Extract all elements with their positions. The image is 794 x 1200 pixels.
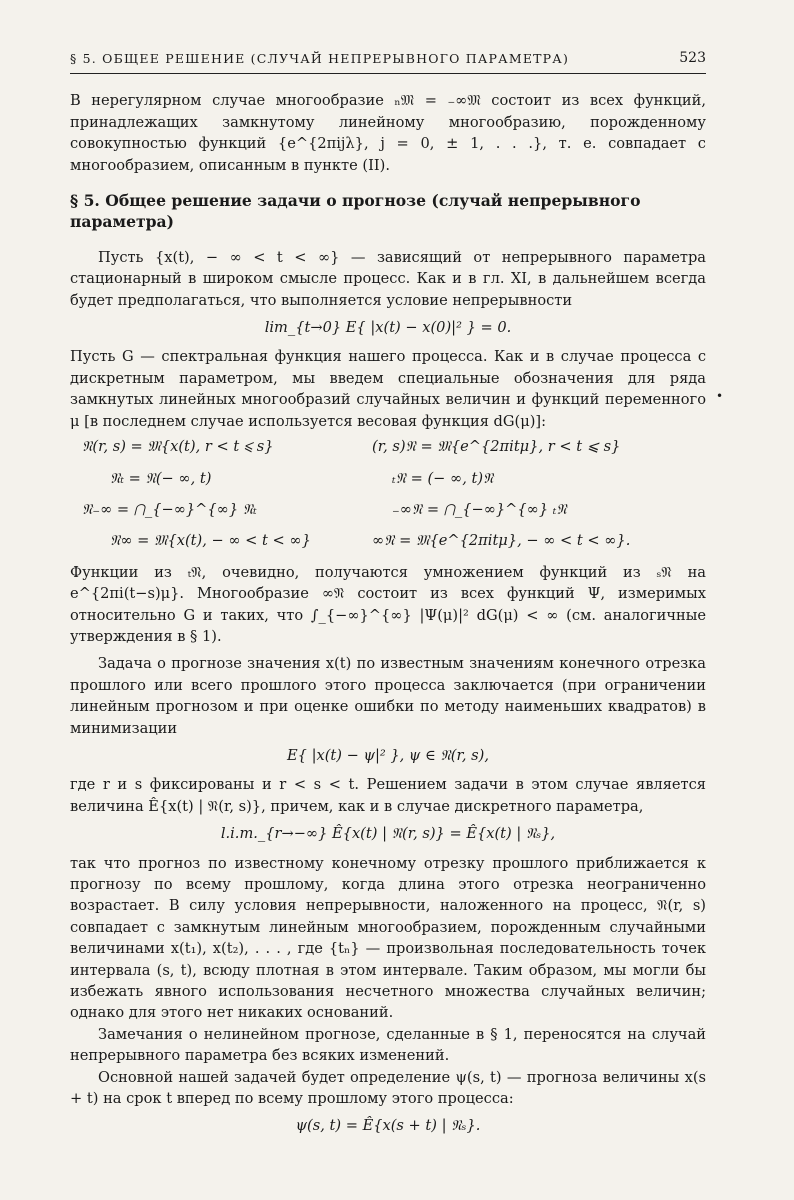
def-right-1: (r, s)𝔑 = 𝔐{e^{2πitμ}, r < t ⩽ s} (372, 438, 621, 456)
page (70, 48, 706, 1145)
def-left-3: 𝔑₋∞ = ⋂_{−∞}^{∞} 𝔑ₜ (82, 500, 257, 518)
paragraph-5: где r и s фиксированы и r < s < t. Решением задачи в этом случае является величина Ê{x(t) | 𝔑(r, s)}, причем, как и в случае дискретного параметра, (70, 776, 706, 815)
def-left-4: 𝔑∞ = 𝔐{x(t), − ∞ < t < ∞} (110, 532, 311, 550)
def-right-3: ₋∞𝔑 = ⋂_{−∞}^{∞} ₜ𝔑 (392, 500, 567, 518)
def-right-2: ₜ𝔑 = (− ∞, t)𝔑 (392, 469, 494, 487)
def-left-1: 𝔑(r, s) = 𝔐{x(t), r < t ⩽ s} (82, 438, 274, 456)
paragraph-1: Пусть {x(t), − ∞ < t < ∞} — зависящий от непрерывного параметра стационарный в широком смысле процесс. Как и в гл. XI, в дальнейшем всегда будет предполагаться, что выполняется условие непрерывности (70, 248, 706, 309)
equation-forecast: ψ(s, t) = Ê{x(s + t) | 𝔑ₛ}. (295, 1117, 481, 1135)
paragraph-6: так что прогноз по известному конечному отрезку прошлого приближается к прогнозу по всему прошлому, когда длина этого отрезка неограниченно возрастает. В силу условия непрерывности, наложенного на процесс, 𝔑(r, s) совпадает с замкнутым линейным многообразием, порожденным случайными величинами x(t₁), x(t₂), . . . , где {tₙ} — произвольная последовательность точек интервала (s, t), всюду плотная в этом интервале. Таким образом, мы могли бы избежать явного использования несчетного множества случайных величин; однако для этого нет никаких оснований. (70, 854, 706, 1022)
paragraph-7: Замечания о нелинейном прогнозе, сделанные в § 1, переносятся на случай непрерывного параметра без всяких изменений. (70, 1025, 706, 1065)
section-heading: § 5. Общее решение задачи о прогнозе (случай непрерывного параметра) (70, 191, 641, 232)
def-right-4: ∞𝔑 = 𝔐{e^{2πitμ}, − ∞ < t < ∞}. (372, 532, 631, 550)
def-left-2: 𝔑ₜ = 𝔑(− ∞, t) (110, 469, 212, 487)
equation-continuity: lim_{t→0} E{ |x(t) − x(0)|² } = 0. (264, 319, 512, 337)
page-number: 523 (679, 50, 706, 66)
running-head (70, 48, 706, 74)
paragraph-3: Функции из ₜ𝔑, очевидно, получаются умножением функций из ₛ𝔑 на e^{2πi(t−s)μ}. Многообразие ∞𝔑 состоит из всех функций Ψ, измеримых относительно G и таких, что ∫_{−∞}^{∞} |Ψ(μ)|² dG(μ) < ∞ (см. аналогичные утверждения в § 1). (70, 563, 706, 645)
paragraph-2: Пусть G — спектральная функция нашего процесса. Как и в случае процесса с дискретным параметром, мы введем специальные обозначения для ряда замкнутых линейных многообразий случайных величин и функций переменного μ [в последнем случае используется весовая функция dG(μ)]: (70, 348, 706, 430)
equation-limit: l.i.m._{r→−∞} Ê{x(t) | 𝔑(r, s)} = Ê{x(t) | 𝔑ₛ}, (220, 825, 556, 843)
equation-minimization: E{ |x(t) − ψ|² }, ψ ∈ 𝔑(r, s), (287, 746, 489, 764)
paragraph-8: Основной нашей задачей будет определение ψ(s, t) — прогноза величины x(s + t) на срок t вперед по всему прошлому этого процесса: (70, 1068, 706, 1108)
paragraph-4: Задача о прогнозе значения x(t) по известным значениям конечного отрезка прошлого или всего прошлого этого процесса заключается (при ограничении линейным прогнозом и при оценке ошибки по методу наименьших квадратов) в минимизации (70, 655, 706, 737)
running-head-title: § 5. ОБЩЕЕ РЕШЕНИЕ (СЛУЧАЙ НЕПРЕРЫВНОГО ПАРАМЕТРА) (70, 51, 570, 66)
margin-dot: • (716, 389, 724, 403)
definitions-grid (70, 436, 706, 552)
paragraph-0: В нерегулярном случае многообразие ₙ𝔐 = ₋∞𝔐 состоит из всех функций, принадлежащих замкнутому линейному многообразию, порожденному совокупностью функций {e^{2πijλ}, j = 0, ± 1, . . .}, т. е. совпадает с многообразием, описанным в пункте (II). (70, 92, 706, 174)
